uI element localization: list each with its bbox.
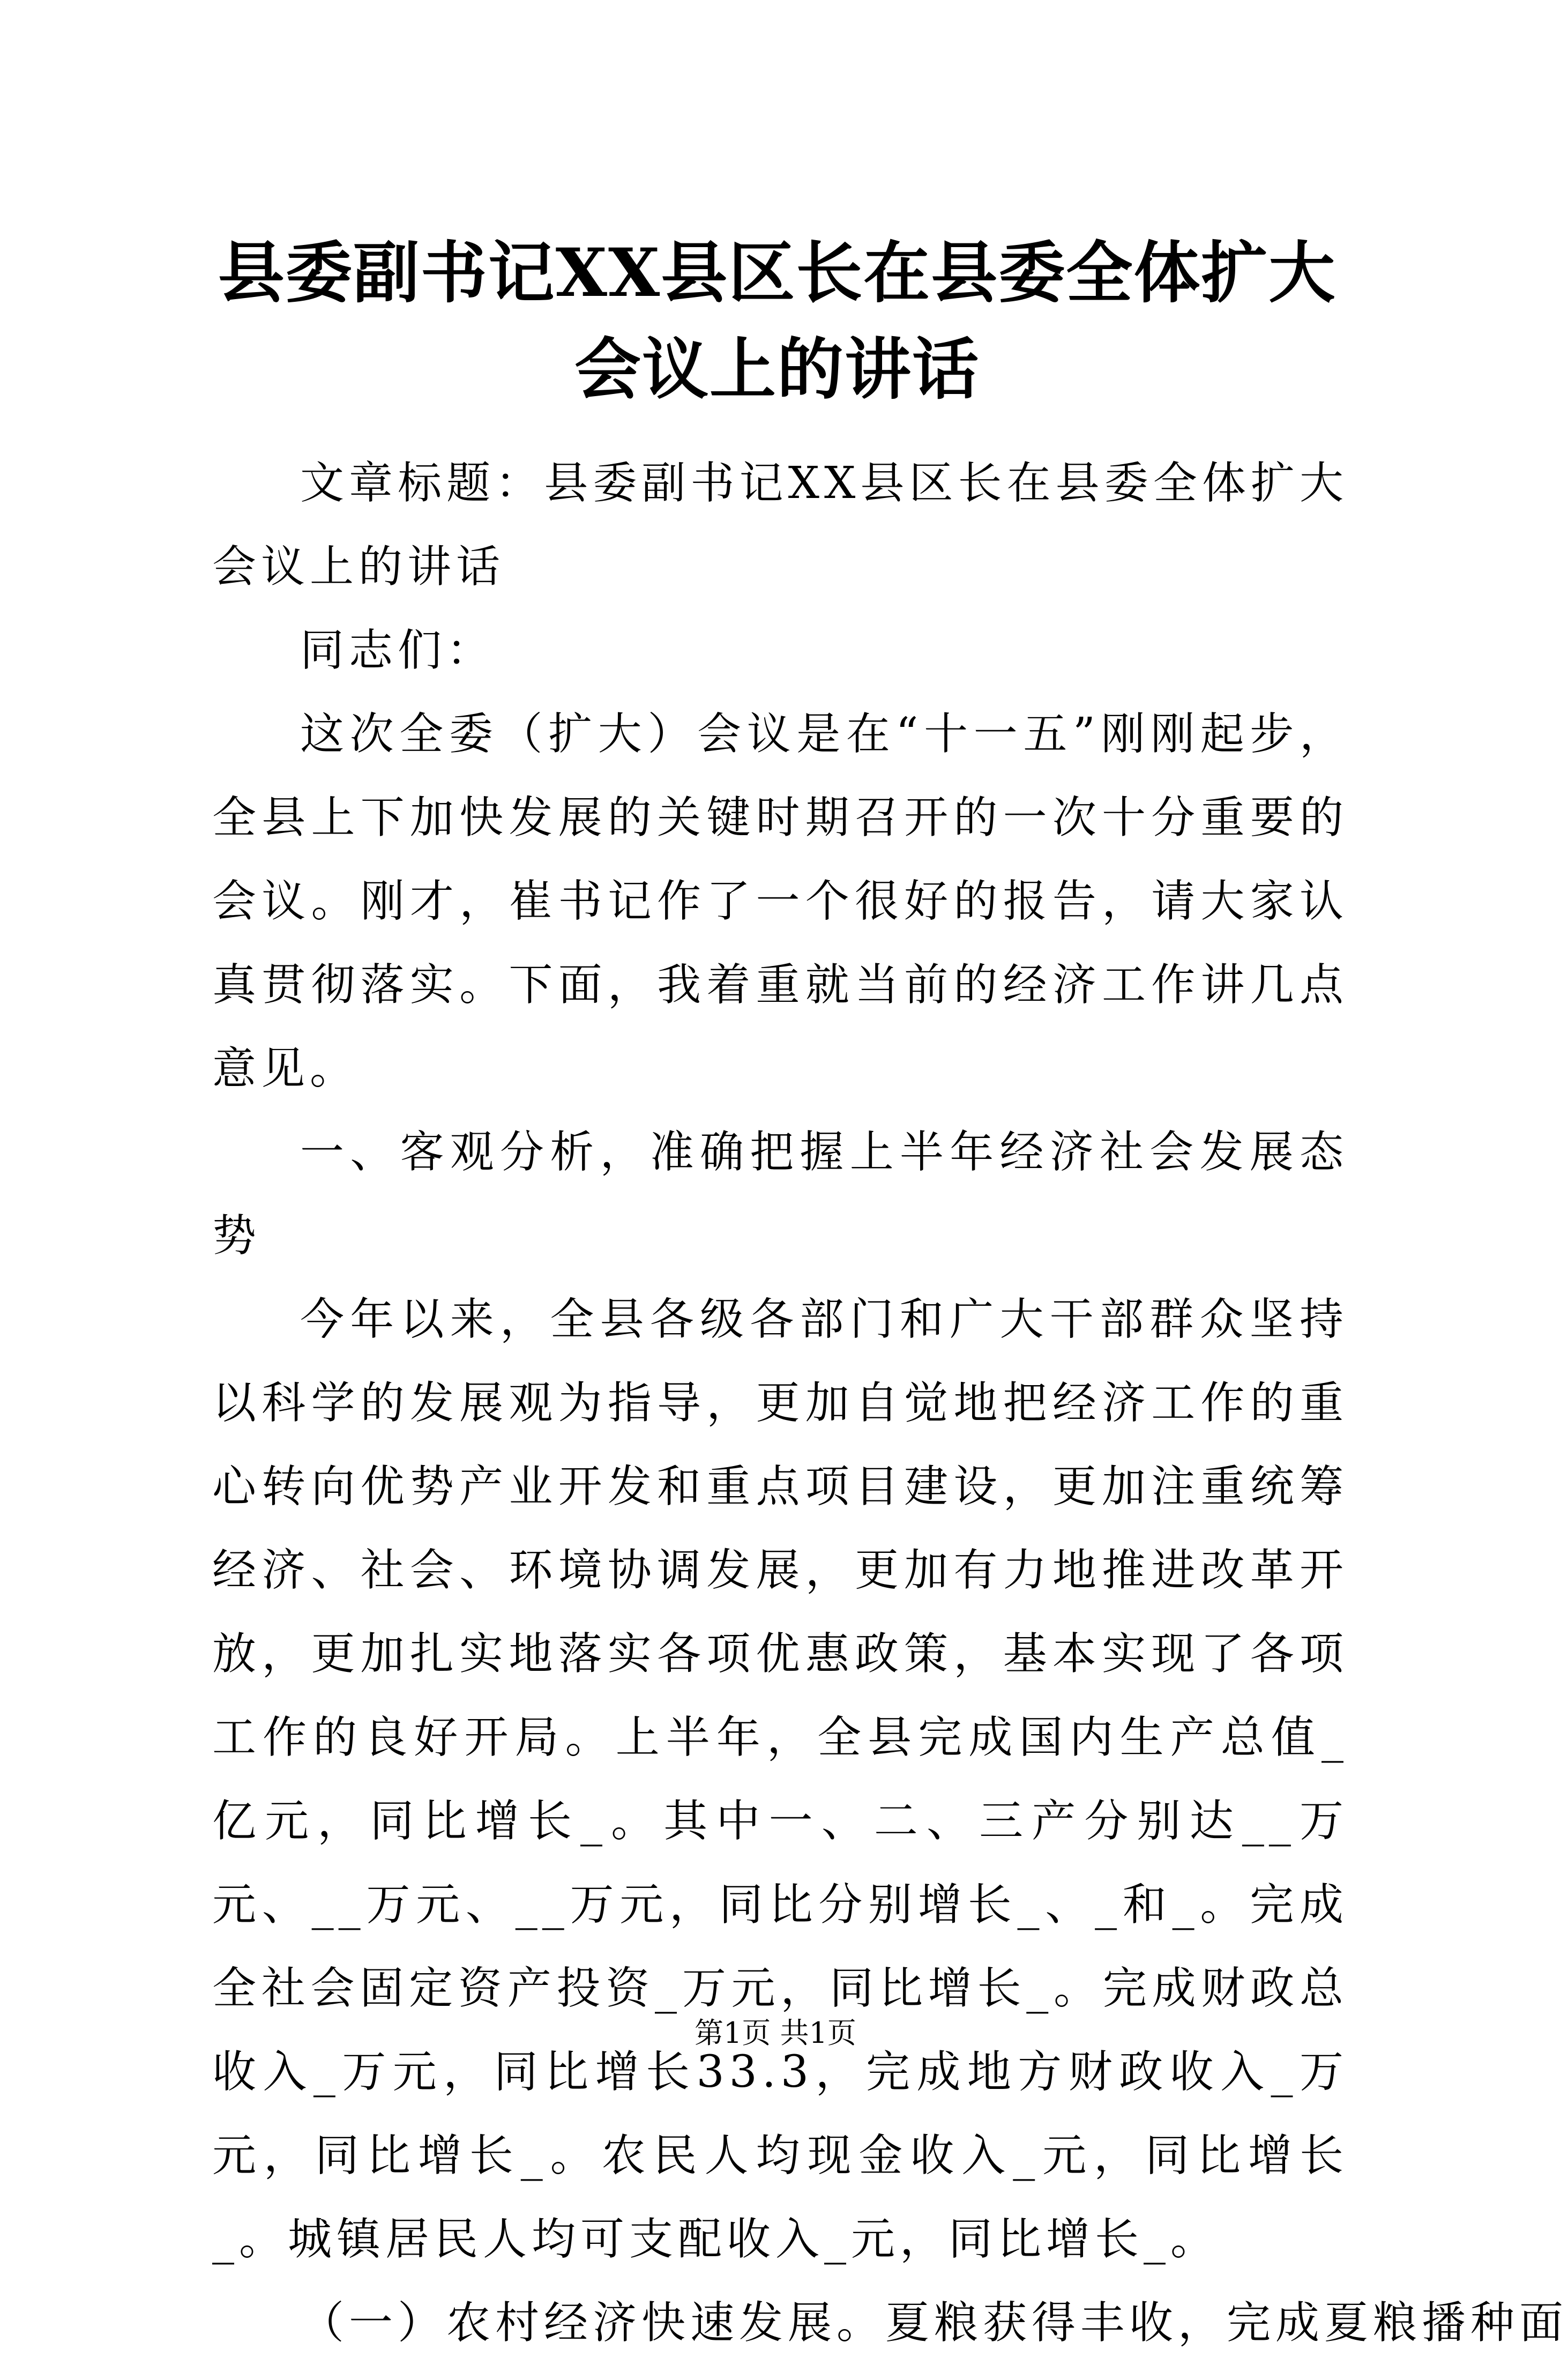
document-title: 县委副书记XX县区长在县委全体扩大会议上的讲话 [218, 234, 1336, 408]
salutation: 同志们： [300, 625, 496, 676]
article-title-line: 文章标题：县委副书记XX县区长在县委全体扩大会议上的讲话 [212, 458, 1348, 592]
document-body [212, 442, 1568, 2365]
subsection-paragraph: （一）农村经济快速发展。夏粮获得丰收，完成夏粮播种面 [300, 2297, 1568, 2348]
section-heading: 一、客观分析，准确把握上半年经济社会发展态势 [212, 1127, 1348, 1261]
page-footer: 第1页 共1页 [695, 2016, 856, 2050]
intro-paragraph: 这次全委（扩大）会议是在“十一五”刚刚起步，全县上下加快发展的关键时期召开的一次十分重要的会议。刚才，崔书记作了一个很好的报告，请大家认真贯彻落实。下面，我着重就当前的经济工作讲几点意见。 [212, 709, 1348, 1094]
summary-paragraph: 今年以来，全县各级各部门和广大干部群众坚持以科学的发展观为指导，更加自觉地把经济工作的重心转向优势产业开发和重点项目建设，更加注重统筹经济、社会、环境协调发展，更加有力地推进改革开放，更加扎实地落实各项优惠政策，基本实现了各项工作的良好开局。上半年，全县完成国内生产总值_亿元，同比增长_。其中一、二、三产分别达__万元、__万元、__万元，同比分别增长_、_和_。完成全社会固定资产投资_万元，同比增长_。完成财政总收入_万元，同比增长33.3，完成地方财政收入_万元，同比增长_。农民人均现金收入_元，同比增长_。城镇居民人均可支配收入_元，同比增长_。 [212, 1294, 1348, 2265]
